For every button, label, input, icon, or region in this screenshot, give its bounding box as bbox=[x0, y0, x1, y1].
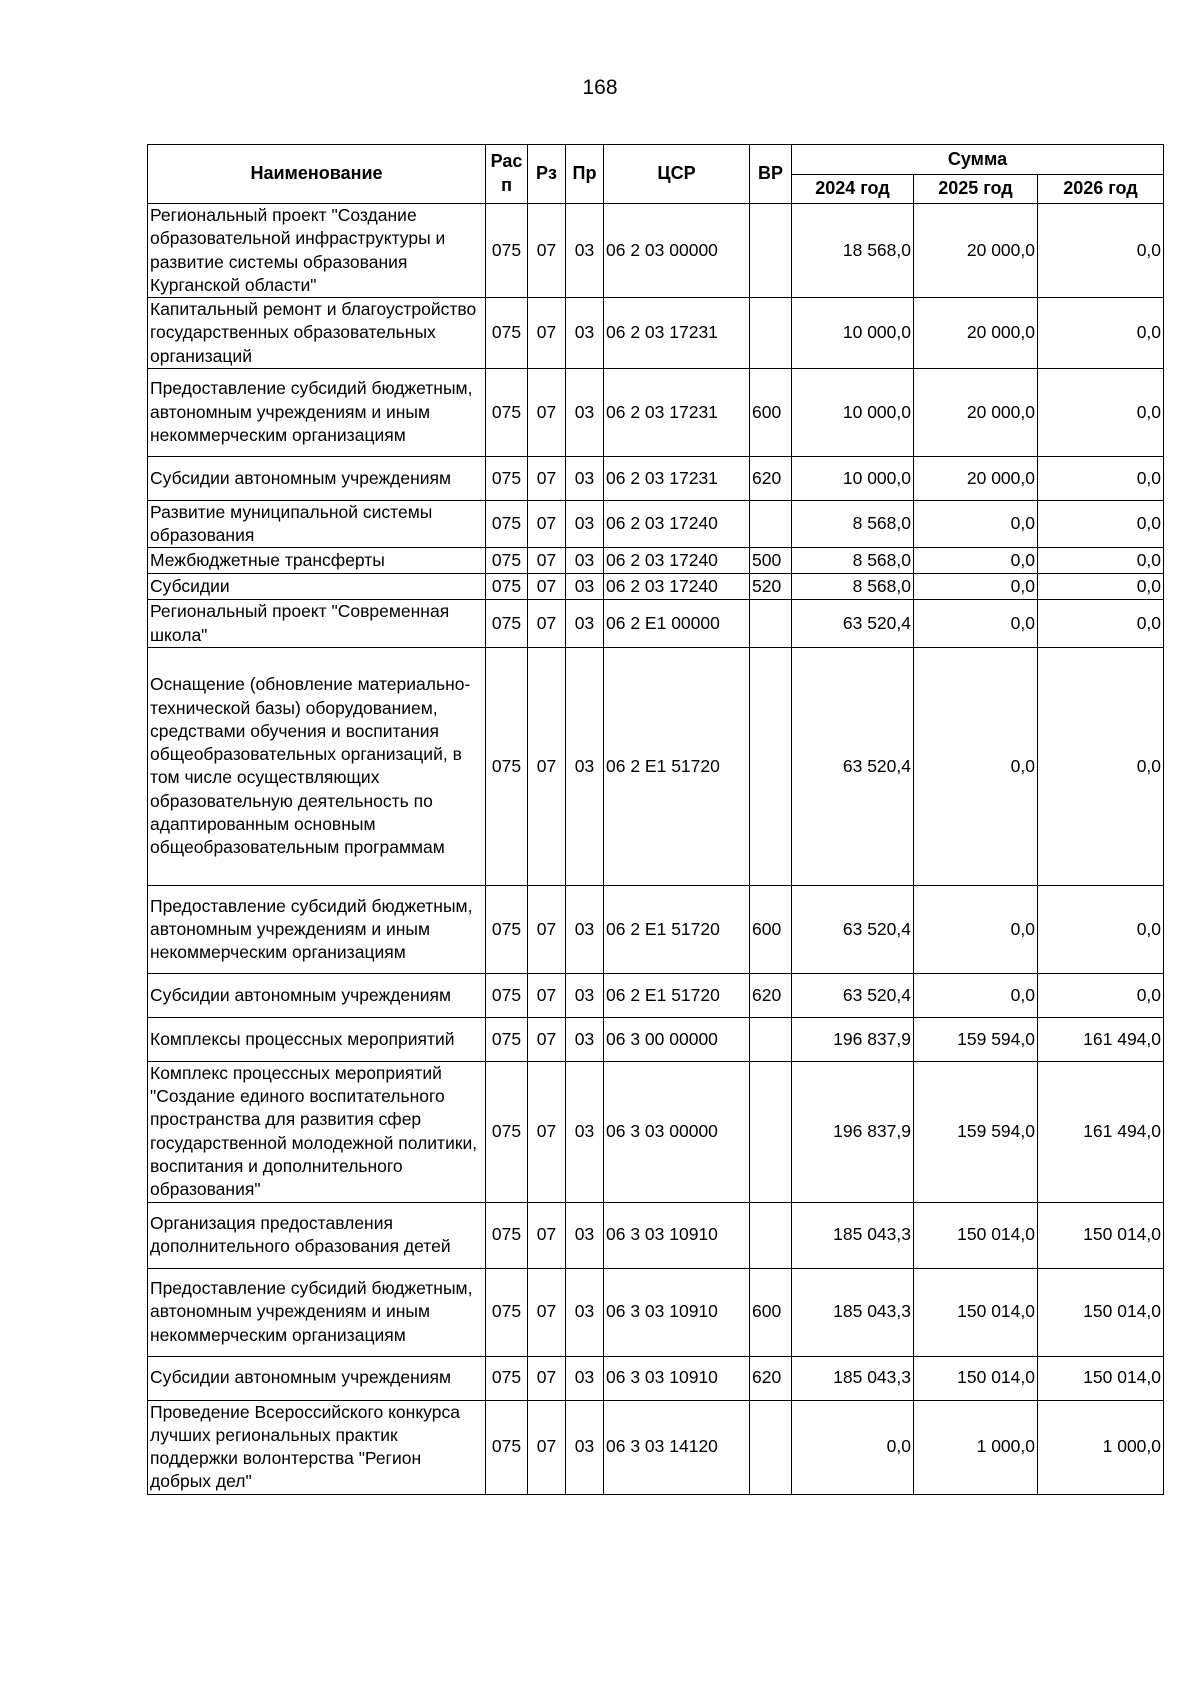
row-pr: 03 bbox=[566, 574, 604, 600]
row-rasp: 075 bbox=[486, 1017, 528, 1061]
row-sum-2024: 10 000,0 bbox=[792, 298, 914, 369]
table-row bbox=[148, 885, 1164, 973]
row-name: Предоставление субсидий бюджетным, автономным учреждениям и иным некоммерческим организациям bbox=[148, 885, 486, 973]
row-csr: 06 3 00 00000 bbox=[604, 1017, 750, 1061]
row-sum-2026: 0,0 bbox=[1038, 298, 1164, 369]
table-row bbox=[148, 204, 1164, 298]
row-name: Региональный проект "Создание образовательной инфраструктуры и развитие системы образования Курганской области" bbox=[148, 204, 486, 298]
header-vr: ВР bbox=[750, 145, 792, 204]
row-pr: 03 bbox=[566, 1061, 604, 1202]
row-sum-2026: 0,0 bbox=[1038, 574, 1164, 600]
row-pr: 03 bbox=[566, 548, 604, 574]
row-rz: 07 bbox=[528, 1017, 566, 1061]
row-name: Оснащение (обновление материально-технической базы) оборудованием, средствами обучения и воспитания общеобразовательных организаций, в том числе осуществляющих образовательную деятельность по адаптированным основным общеобразовательным программам bbox=[148, 647, 486, 885]
row-sum-2025: 20 000,0 bbox=[914, 368, 1038, 456]
row-name: Межбюджетные трансферты bbox=[148, 548, 486, 574]
row-sum-2025: 150 014,0 bbox=[914, 1202, 1038, 1268]
row-sum-2024: 196 837,9 bbox=[792, 1017, 914, 1061]
row-rz: 07 bbox=[528, 1356, 566, 1400]
header-sum: Сумма bbox=[792, 145, 1164, 175]
row-name: Региональный проект "Современная школа" bbox=[148, 600, 486, 648]
row-pr: 03 bbox=[566, 456, 604, 500]
row-sum-2025: 150 014,0 bbox=[914, 1356, 1038, 1400]
row-rz: 07 bbox=[528, 1061, 566, 1202]
table-row bbox=[148, 1268, 1164, 1356]
row-sum-2024: 63 520,4 bbox=[792, 973, 914, 1017]
row-rz: 07 bbox=[528, 1400, 566, 1494]
page-number: 168 bbox=[582, 76, 618, 99]
row-sum-2026: 0,0 bbox=[1038, 973, 1164, 1017]
row-rz: 07 bbox=[528, 368, 566, 456]
row-vr bbox=[750, 1061, 792, 1202]
row-name: Капитальный ремонт и благоустройство государственных образовательных организаций bbox=[148, 298, 486, 369]
row-rasp: 075 bbox=[486, 1356, 528, 1400]
row-name: Комплекс процессных мероприятий "Создание единого воспитательного пространства для развития сфер государственной молодежной политики, воспитания и дополнительного образования" bbox=[148, 1061, 486, 1202]
row-csr: 06 3 03 10910 bbox=[604, 1356, 750, 1400]
row-sum-2024: 8 568,0 bbox=[792, 574, 914, 600]
header-year-2025: 2025 год bbox=[914, 175, 1038, 204]
row-csr: 06 2 E1 51720 bbox=[604, 973, 750, 1017]
row-name: Субсидии автономным учреждениям bbox=[148, 973, 486, 1017]
row-rz: 07 bbox=[528, 600, 566, 648]
table-row bbox=[148, 973, 1164, 1017]
row-rasp: 075 bbox=[486, 500, 528, 548]
row-rz: 07 bbox=[528, 1202, 566, 1268]
row-sum-2026: 161 494,0 bbox=[1038, 1061, 1164, 1202]
header-razdel bbox=[486, 145, 528, 204]
row-sum-2024: 185 043,3 bbox=[792, 1268, 914, 1356]
row-rasp: 075 bbox=[486, 1061, 528, 1202]
row-vr: 620 bbox=[750, 456, 792, 500]
row-vr bbox=[750, 1017, 792, 1061]
row-csr: 06 3 03 10910 bbox=[604, 1268, 750, 1356]
row-pr: 03 bbox=[566, 647, 604, 885]
row-sum-2026: 0,0 bbox=[1038, 600, 1164, 648]
row-name: Развитие муниципальной системы образования bbox=[148, 500, 486, 548]
row-name: Организация предоставления дополнительного образования детей bbox=[148, 1202, 486, 1268]
header-razdel-bottom: п bbox=[501, 175, 512, 195]
header-rz: Рз bbox=[528, 145, 566, 204]
row-rz: 07 bbox=[528, 298, 566, 369]
row-vr bbox=[750, 647, 792, 885]
row-pr: 03 bbox=[566, 600, 604, 648]
row-sum-2026: 161 494,0 bbox=[1038, 1017, 1164, 1061]
table-row bbox=[148, 548, 1164, 574]
table-row bbox=[148, 647, 1164, 885]
row-pr: 03 bbox=[566, 885, 604, 973]
row-sum-2024: 63 520,4 bbox=[792, 647, 914, 885]
row-csr: 06 3 03 14120 bbox=[604, 1400, 750, 1494]
row-sum-2025: 0,0 bbox=[914, 885, 1038, 973]
row-rz: 07 bbox=[528, 204, 566, 298]
row-rz: 07 bbox=[528, 548, 566, 574]
row-name: Предоставление субсидий бюджетным, автономным учреждениям и иным некоммерческим организациям bbox=[148, 1268, 486, 1356]
row-rasp: 075 bbox=[486, 368, 528, 456]
row-pr: 03 bbox=[566, 1202, 604, 1268]
row-sum-2026: 0,0 bbox=[1038, 368, 1164, 456]
row-csr: 06 2 03 17231 bbox=[604, 368, 750, 456]
row-csr: 06 2 E1 51720 bbox=[604, 885, 750, 973]
row-name: Комплексы процессных мероприятий bbox=[148, 1017, 486, 1061]
row-rz: 07 bbox=[528, 973, 566, 1017]
row-sum-2025: 0,0 bbox=[914, 548, 1038, 574]
row-sum-2025: 0,0 bbox=[914, 500, 1038, 548]
row-sum-2025: 0,0 bbox=[914, 600, 1038, 648]
budget-table bbox=[147, 144, 1164, 1495]
table-row bbox=[148, 1017, 1164, 1061]
row-rasp: 075 bbox=[486, 298, 528, 369]
row-sum-2026: 0,0 bbox=[1038, 500, 1164, 548]
row-csr: 06 2 03 17240 bbox=[604, 500, 750, 548]
row-sum-2025: 159 594,0 bbox=[914, 1017, 1038, 1061]
row-name: Субсидии bbox=[148, 574, 486, 600]
row-sum-2024: 185 043,3 bbox=[792, 1202, 914, 1268]
row-sum-2026: 0,0 bbox=[1038, 456, 1164, 500]
table-row bbox=[148, 298, 1164, 369]
table-row bbox=[148, 1400, 1164, 1494]
row-rasp: 075 bbox=[486, 973, 528, 1017]
row-csr: 06 3 03 00000 bbox=[604, 1061, 750, 1202]
row-rz: 07 bbox=[528, 885, 566, 973]
table-row bbox=[148, 1061, 1164, 1202]
row-csr: 06 2 E1 00000 bbox=[604, 600, 750, 648]
row-sum-2025: 1 000,0 bbox=[914, 1400, 1038, 1494]
row-vr bbox=[750, 204, 792, 298]
row-sum-2024: 10 000,0 bbox=[792, 456, 914, 500]
header-year-2024: 2024 год bbox=[792, 175, 914, 204]
row-csr: 06 2 03 17240 bbox=[604, 574, 750, 600]
header-year-2026: 2026 год bbox=[1038, 175, 1164, 204]
row-rasp: 075 bbox=[486, 204, 528, 298]
row-sum-2026: 0,0 bbox=[1038, 885, 1164, 973]
row-sum-2024: 8 568,0 bbox=[792, 548, 914, 574]
row-sum-2025: 20 000,0 bbox=[914, 456, 1038, 500]
row-pr: 03 bbox=[566, 1356, 604, 1400]
row-sum-2026: 1 000,0 bbox=[1038, 1400, 1164, 1494]
row-vr: 600 bbox=[750, 1268, 792, 1356]
row-vr bbox=[750, 1400, 792, 1494]
table-row bbox=[148, 600, 1164, 648]
row-rz: 07 bbox=[528, 574, 566, 600]
row-pr: 03 bbox=[566, 500, 604, 548]
row-csr: 06 2 03 17240 bbox=[604, 548, 750, 574]
row-csr: 06 2 03 17231 bbox=[604, 456, 750, 500]
row-name: Проведение Всероссийского конкурса лучших региональных практик поддержки волонтерства "Регион добрых дел" bbox=[148, 1400, 486, 1494]
row-vr: 620 bbox=[750, 973, 792, 1017]
row-sum-2026: 0,0 bbox=[1038, 204, 1164, 298]
row-sum-2026: 0,0 bbox=[1038, 548, 1164, 574]
row-vr: 500 bbox=[750, 548, 792, 574]
row-vr bbox=[750, 1202, 792, 1268]
row-vr bbox=[750, 500, 792, 548]
row-vr bbox=[750, 298, 792, 369]
row-sum-2025: 0,0 bbox=[914, 973, 1038, 1017]
row-csr: 06 2 03 17231 bbox=[604, 298, 750, 369]
row-rasp: 075 bbox=[486, 574, 528, 600]
row-rasp: 075 bbox=[486, 1202, 528, 1268]
row-csr: 06 3 03 10910 bbox=[604, 1202, 750, 1268]
row-vr: 520 bbox=[750, 574, 792, 600]
row-rasp: 075 bbox=[486, 548, 528, 574]
table-row bbox=[148, 368, 1164, 456]
row-rasp: 075 bbox=[486, 1268, 528, 1356]
table-row bbox=[148, 500, 1164, 548]
row-sum-2024: 18 568,0 bbox=[792, 204, 914, 298]
row-pr: 03 bbox=[566, 1400, 604, 1494]
row-sum-2024: 185 043,3 bbox=[792, 1356, 914, 1400]
row-sum-2024: 196 837,9 bbox=[792, 1061, 914, 1202]
table-row bbox=[148, 1202, 1164, 1268]
row-rz: 07 bbox=[528, 456, 566, 500]
header-csr: ЦСР bbox=[604, 145, 750, 204]
row-vr bbox=[750, 600, 792, 648]
row-sum-2026: 150 014,0 bbox=[1038, 1202, 1164, 1268]
row-pr: 03 bbox=[566, 298, 604, 369]
table-row bbox=[148, 574, 1164, 600]
row-pr: 03 bbox=[566, 368, 604, 456]
row-rz: 07 bbox=[528, 1268, 566, 1356]
row-rasp: 075 bbox=[486, 885, 528, 973]
table-row bbox=[148, 1356, 1164, 1400]
row-rasp: 075 bbox=[486, 647, 528, 885]
row-pr: 03 bbox=[566, 1268, 604, 1356]
header-razdel-top: Рас bbox=[490, 151, 523, 172]
row-sum-2025: 20 000,0 bbox=[914, 204, 1038, 298]
row-sum-2025: 0,0 bbox=[914, 647, 1038, 885]
row-sum-2025: 20 000,0 bbox=[914, 298, 1038, 369]
row-rasp: 075 bbox=[486, 600, 528, 648]
row-sum-2025: 159 594,0 bbox=[914, 1061, 1038, 1202]
row-rz: 07 bbox=[528, 647, 566, 885]
header-name: Наименование bbox=[148, 145, 486, 204]
row-sum-2024: 0,0 bbox=[792, 1400, 914, 1494]
row-name: Предоставление субсидий бюджетным, автономным учреждениям и иным некоммерческим организациям bbox=[148, 368, 486, 456]
table-row bbox=[148, 456, 1164, 500]
row-rasp: 075 bbox=[486, 456, 528, 500]
row-vr: 600 bbox=[750, 368, 792, 456]
row-sum-2026: 150 014,0 bbox=[1038, 1268, 1164, 1356]
row-sum-2025: 0,0 bbox=[914, 574, 1038, 600]
row-sum-2024: 63 520,4 bbox=[792, 885, 914, 973]
row-pr: 03 bbox=[566, 204, 604, 298]
row-vr: 600 bbox=[750, 885, 792, 973]
row-sum-2026: 0,0 bbox=[1038, 647, 1164, 885]
row-csr: 06 2 E1 51720 bbox=[604, 647, 750, 885]
row-pr: 03 bbox=[566, 973, 604, 1017]
row-csr: 06 2 03 00000 bbox=[604, 204, 750, 298]
row-sum-2024: 63 520,4 bbox=[792, 600, 914, 648]
row-sum-2026: 150 014,0 bbox=[1038, 1356, 1164, 1400]
row-name: Субсидии автономным учреждениям bbox=[148, 1356, 486, 1400]
row-sum-2025: 150 014,0 bbox=[914, 1268, 1038, 1356]
header-pr: Пр bbox=[566, 145, 604, 204]
header-row-1 bbox=[148, 145, 1164, 175]
row-rz: 07 bbox=[528, 500, 566, 548]
row-vr: 620 bbox=[750, 1356, 792, 1400]
row-rasp: 075 bbox=[486, 1400, 528, 1494]
row-sum-2024: 10 000,0 bbox=[792, 368, 914, 456]
row-sum-2024: 8 568,0 bbox=[792, 500, 914, 548]
row-pr: 03 bbox=[566, 1017, 604, 1061]
row-name: Субсидии автономным учреждениям bbox=[148, 456, 486, 500]
